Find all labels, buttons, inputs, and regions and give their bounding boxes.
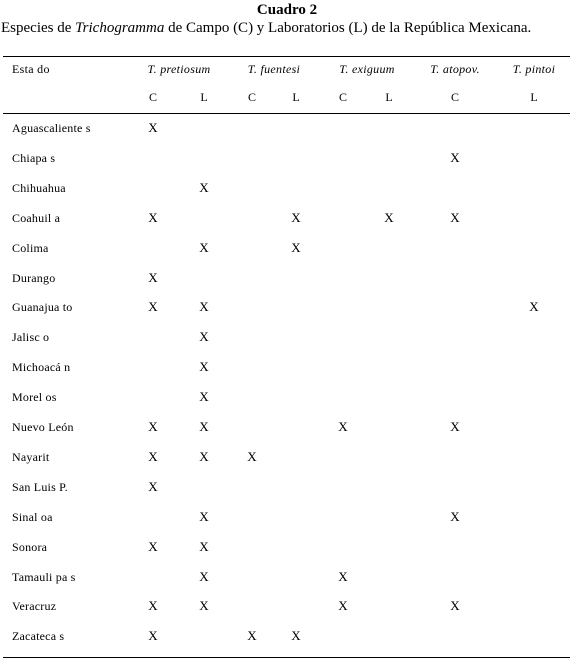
estado-name: Nayarit [12,450,50,464]
presence-mark: X [450,509,460,524]
sub-header-l: L [385,90,393,104]
estado-name: Veracruz [12,599,57,613]
header-rule [3,113,570,114]
presence-mark: X [450,210,460,225]
presence-mark: X [199,598,209,613]
column-header-species: T. atopov. [430,62,480,76]
table-row [0,360,574,390]
estado-name: Tamauli pa s [12,570,76,584]
presence-mark: X [291,210,301,225]
table-row [0,211,574,241]
sub-header-l: L [530,90,538,104]
presence-mark: X [199,240,209,255]
estado-name: Michoacá n [12,360,71,374]
sub-header-c: C [450,90,460,104]
table-row [0,629,574,659]
table-row [0,480,574,510]
sub-header-l: L [200,90,208,104]
top-rule [3,56,570,57]
table-title: Cuadro 2 [256,2,318,18]
estado-name: Sinal oa [12,510,53,524]
estado-name: Chiapa s [12,151,56,165]
presence-mark: X [199,180,209,195]
estado-name: Zacateca s [12,629,65,643]
table-row [0,570,574,600]
presence-mark: X [338,598,348,613]
table-row [0,181,574,211]
presence-mark: X [199,389,209,404]
presence-mark: X [148,210,158,225]
column-header-species: T. fuentesi [247,62,301,76]
sub-header-c: C [247,90,257,104]
presence-mark: X [199,569,209,584]
presence-mark: X [148,419,158,434]
presence-mark: X [148,299,158,314]
presence-mark: X [247,628,257,643]
column-header-species: T. exiguum [339,62,395,76]
presence-mark: X [199,329,209,344]
table-caption [1,19,573,37]
presence-mark: X [148,270,158,285]
table-row [0,540,574,570]
presence-mark: X [148,539,158,554]
table-row [0,420,574,450]
presence-mark: X [148,628,158,643]
estado-name: Coahuil a [12,211,61,225]
estado-name: Durango [12,271,56,285]
table-row [0,151,574,181]
estado-name: Morel os [12,390,57,404]
table-row [0,271,574,301]
presence-mark: X [529,299,539,314]
estado-name: Nuevo León [12,420,74,434]
presence-mark: X [450,419,460,434]
presence-mark: X [148,479,158,494]
sub-header-c: C [148,90,158,104]
presence-mark: X [148,120,158,135]
table-row [0,510,574,540]
table-row [0,300,574,330]
column-header-species: T. pretiosum [147,62,211,76]
estado-name: Jalisc o [12,330,50,344]
presence-mark: X [291,628,301,643]
presence-mark: X [247,449,257,464]
table-row [0,390,574,420]
presence-mark: X [148,598,158,613]
sub-header-c: C [338,90,348,104]
presence-mark: X [338,569,348,584]
column-header-species: T. pintoi [512,62,556,76]
sub-header-l: L [292,90,300,104]
presence-mark: X [199,509,209,524]
column-header-estado: Esta do [12,62,50,76]
presence-mark: X [450,598,460,613]
presence-mark: X [450,150,460,165]
presence-mark: X [291,240,301,255]
presence-mark: X [199,299,209,314]
table-row [0,121,574,151]
table-row [0,241,574,271]
estado-name: San Luis P. [12,480,68,494]
estado-name: Aguascaliente s [12,121,91,135]
presence-mark: X [148,449,158,464]
table-row [0,330,574,360]
presence-mark: X [199,449,209,464]
caption-text-start: Especies de [1,20,76,36]
presence-mark: X [199,419,209,434]
estado-name: Colima [12,241,49,255]
presence-mark: X [199,539,209,554]
presence-mark: X [338,419,348,434]
caption-text-end: de Campo (C) y Laboratorios (L) de la República Mexicana. [164,20,532,36]
table-row [0,599,574,629]
estado-name: Guanajua to [12,300,73,314]
presence-mark: X [384,210,394,225]
table-row [0,450,574,480]
caption-genus: Trichogramma [75,20,165,36]
estado-name: Chihuahua [12,181,66,195]
estado-name: Sonora [12,540,48,554]
presence-mark: X [199,359,209,374]
